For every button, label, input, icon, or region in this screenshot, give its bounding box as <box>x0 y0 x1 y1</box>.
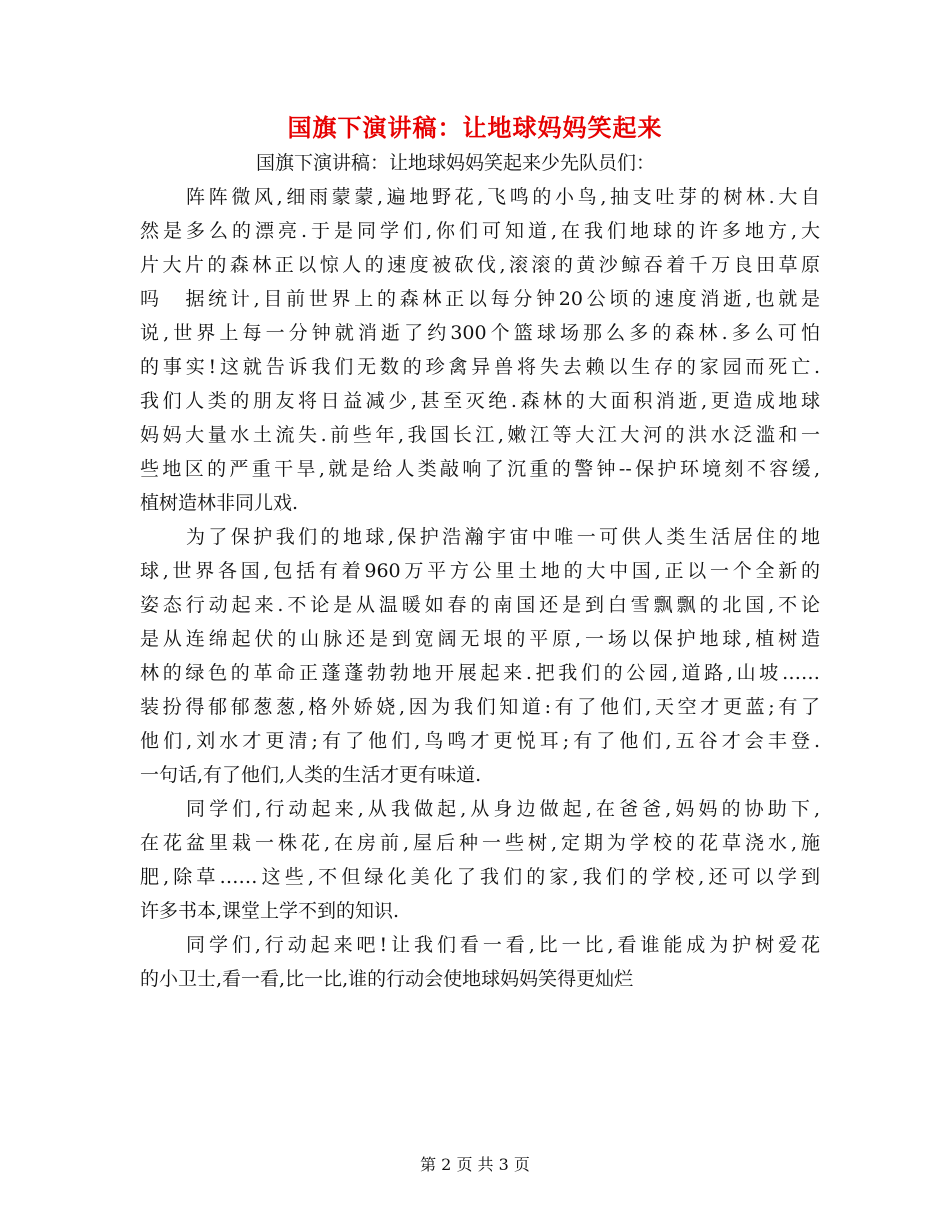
page-number-footer: 第 2 页 共 3 页 <box>420 1155 530 1174</box>
body-line: 在花盆里栽一株花,在房前,屋后种一些树,定期为学校的花草浇水,施 <box>140 832 820 854</box>
body-line: 植树造林非同儿戏. <box>140 492 299 514</box>
body-line: 许多书本,课堂上学不到的知识. <box>140 900 400 922</box>
body-line: 的小卫士,看一看,比一比,谁的行动会使地球妈妈笑得更灿烂 <box>140 968 634 990</box>
body-line: 林的绿色的革命正蓬蓬勃勃地开展起来.把我们的公园,道路,山坡…… <box>140 662 820 684</box>
body-line: 的事实!这就告诉我们无数的珍禽异兽将失去赖以生存的家园而死亡. <box>140 356 820 378</box>
body-line: 说,世界上每一分钟就消逝了约300个篮球场那么多的森林.多么可怕 <box>140 322 820 344</box>
body-line: 些地区的严重干旱,就是给人类敲响了沉重的警钟--保护环境刻不容缓, <box>140 458 820 480</box>
document-body <box>140 146 820 996</box>
body-line: 片大片的森林正以惊人的速度被砍伐,滚滚的黄沙鲸吞着千万良田草原 <box>140 254 820 276</box>
document-title: 国旗下演讲稿：让地球妈妈笑起来 <box>287 113 663 142</box>
body-line: 姿态行动起来.不论是从温暖如春的南国还是到白雪飘飘的北国,不论 <box>140 594 820 616</box>
body-line: 球,世界各国,包括有着960万平方公里土地的大中国,正以一个全新的 <box>140 560 820 582</box>
body-line: 他们,刘水才更清;有了他们,鸟鸣才更悦耳;有了他们,五谷才会丰登. <box>140 730 820 752</box>
body-line: 吗 据统计,目前世界上的森林正以每分钟20公顷的速度消逝,也就是 <box>140 288 820 310</box>
body-line: 为了保护我们的地球,保护浩瀚宇宙中唯一可供人类生活居住的地 <box>186 526 820 548</box>
body-line: 阵阵微风,细雨蒙蒙,遍地野花,飞鸣的小鸟,抽支吐芽的树林.大自 <box>186 186 820 208</box>
body-line: 国旗下演讲稿：让地球妈妈笑起来少先队员们： <box>256 152 656 174</box>
body-line: 然是多么的漂亮.于是同学们,你们可知道,在我们地球的许多地方,大 <box>140 220 820 242</box>
body-line: 一句话,有了他们,人类的生活才更有味道. <box>140 764 482 786</box>
body-line: 装扮得郁郁葱葱,格外娇娆,因为我们知道:有了他们,天空才更蓝;有了 <box>140 696 820 718</box>
body-line: 同学们,行动起来,从我做起,从身边做起,在爸爸,妈妈的协助下, <box>186 798 820 820</box>
body-line: 是从连绵起伏的山脉还是到宽阔无垠的平原,一场以保护地球,植树造 <box>140 628 820 650</box>
body-line: 我们人类的朋友将日益减少,甚至灭绝.森林的大面积消逝,更造成地球 <box>140 390 820 412</box>
body-line: 肥,除草……这些,不但绿化美化了我们的家,我们的学校,还可以学到 <box>140 866 820 888</box>
body-line: 同学们,行动起来吧!让我们看一看,比一比,看谁能成为护树爱花 <box>186 934 820 956</box>
body-line: 妈妈大量水土流失.前些年,我国长江,嫩江等大江大河的洪水泛滥和一 <box>140 424 820 446</box>
